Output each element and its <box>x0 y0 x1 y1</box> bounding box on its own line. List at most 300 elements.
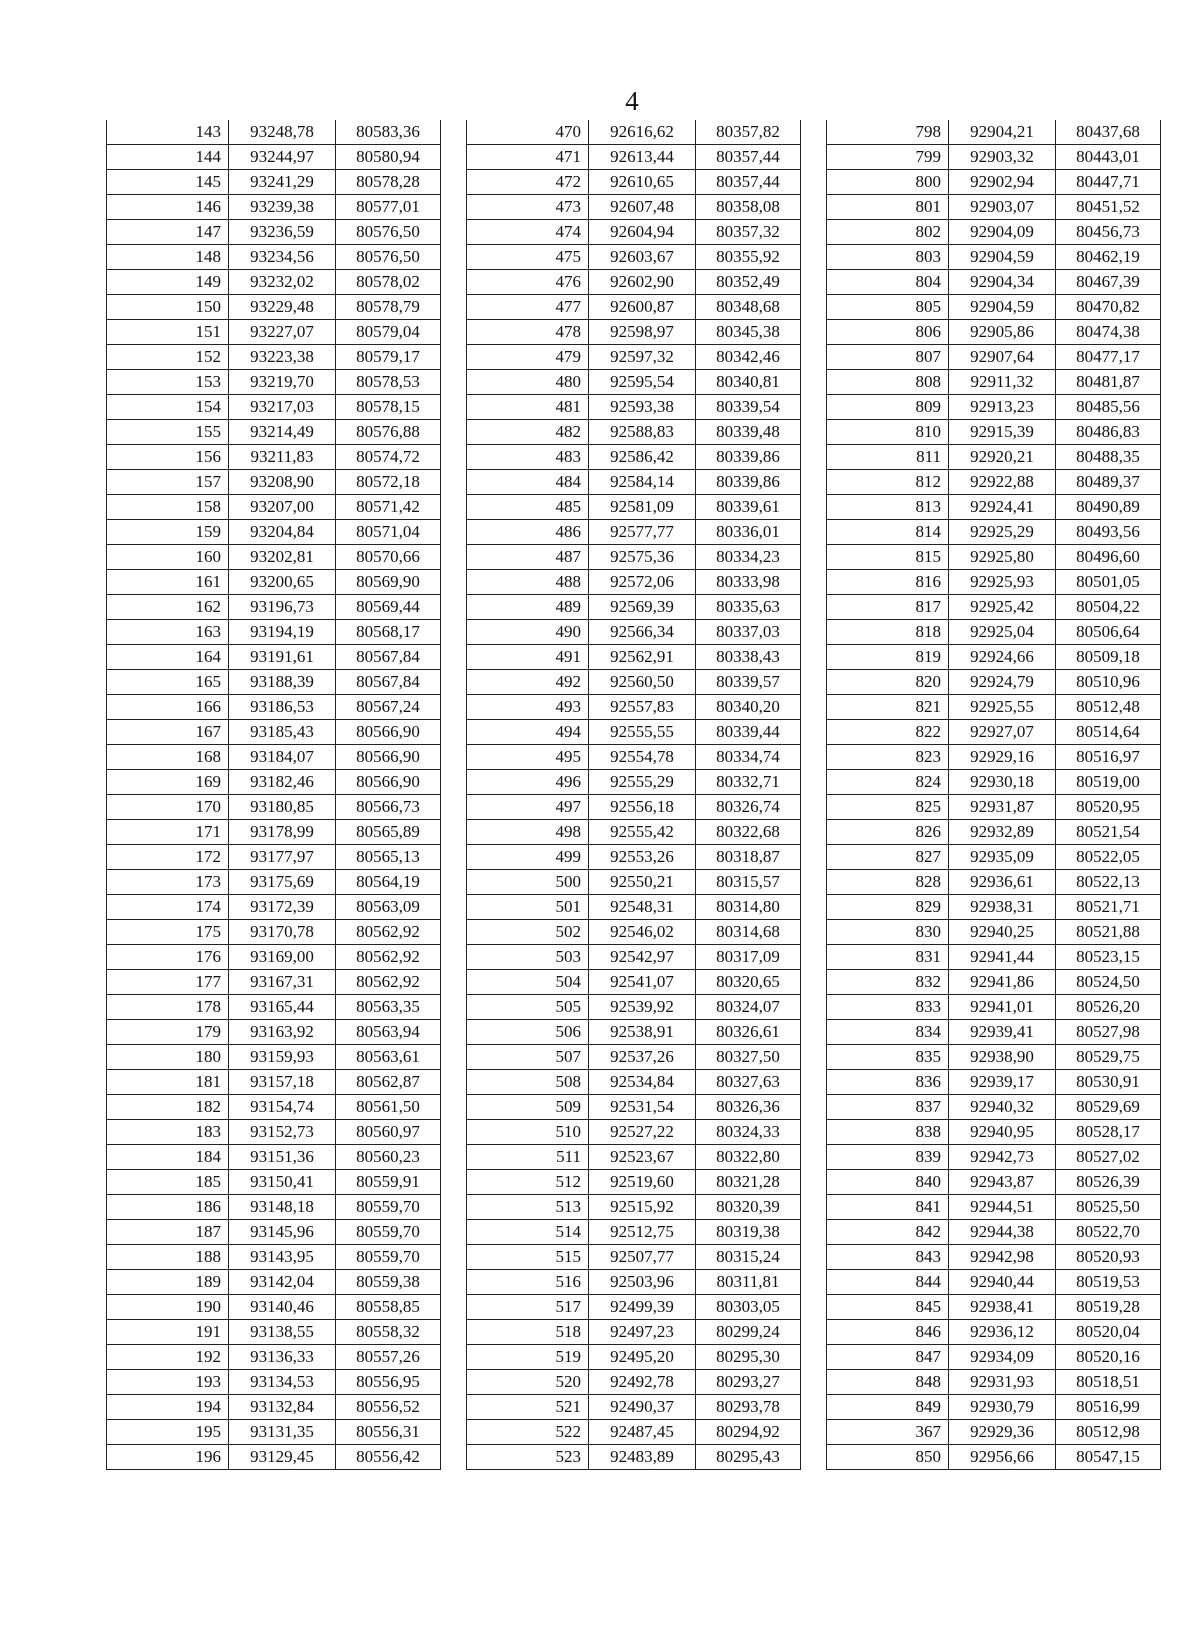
x-coordinate-cell: 92929,36 <box>949 1420 1056 1445</box>
x-coordinate-cell: 92603,67 <box>589 245 696 270</box>
point-number-cell: 162 <box>107 595 229 620</box>
point-number-cell: 490 <box>467 620 589 645</box>
x-coordinate-cell: 92907,64 <box>949 345 1056 370</box>
y-coordinate-cell: 80332,71 <box>696 770 801 795</box>
y-coordinate-cell: 80501,05 <box>1056 570 1161 595</box>
table-row <box>467 820 801 845</box>
point-number-cell: 195 <box>107 1420 229 1445</box>
table-row <box>107 1445 441 1470</box>
table-row <box>107 1020 441 1045</box>
x-coordinate-cell: 92595,54 <box>589 370 696 395</box>
point-number-cell: 831 <box>827 945 949 970</box>
x-coordinate-cell: 93142,04 <box>229 1270 336 1295</box>
y-coordinate-cell: 80572,18 <box>336 470 441 495</box>
x-coordinate-cell: 92943,87 <box>949 1170 1056 1195</box>
y-coordinate-cell: 80520,16 <box>1056 1345 1161 1370</box>
x-coordinate-cell: 93194,19 <box>229 620 336 645</box>
x-coordinate-cell: 92931,93 <box>949 1370 1056 1395</box>
point-number-cell: 842 <box>827 1220 949 1245</box>
point-number-cell: 808 <box>827 370 949 395</box>
x-coordinate-cell: 93165,44 <box>229 995 336 1020</box>
y-coordinate-cell: 80326,74 <box>696 795 801 820</box>
table-row <box>107 595 441 620</box>
y-coordinate-cell: 80528,17 <box>1056 1120 1161 1145</box>
point-number-cell: 476 <box>467 270 589 295</box>
y-coordinate-cell: 80337,03 <box>696 620 801 645</box>
x-coordinate-cell: 92557,83 <box>589 695 696 720</box>
point-number-cell: 150 <box>107 295 229 320</box>
table-row <box>827 945 1161 970</box>
table-row <box>827 1320 1161 1345</box>
y-coordinate-cell: 80574,72 <box>336 445 441 470</box>
point-number-cell: 507 <box>467 1045 589 1070</box>
point-number-cell: 481 <box>467 395 589 420</box>
point-number-cell: 809 <box>827 395 949 420</box>
table-row <box>827 670 1161 695</box>
x-coordinate-cell: 92512,75 <box>589 1220 696 1245</box>
y-coordinate-cell: 80566,90 <box>336 720 441 745</box>
y-coordinate-cell: 80578,53 <box>336 370 441 395</box>
table-row <box>107 1270 441 1295</box>
table-row <box>827 820 1161 845</box>
x-coordinate-cell: 92931,87 <box>949 795 1056 820</box>
x-coordinate-cell: 92577,77 <box>589 520 696 545</box>
x-coordinate-cell: 92600,87 <box>589 295 696 320</box>
x-coordinate-cell: 92550,21 <box>589 870 696 895</box>
point-number-cell: 178 <box>107 995 229 1020</box>
point-number-cell: 813 <box>827 495 949 520</box>
y-coordinate-cell: 80339,54 <box>696 395 801 420</box>
y-coordinate-cell: 80311,81 <box>696 1270 801 1295</box>
point-number-cell: 194 <box>107 1395 229 1420</box>
x-coordinate-cell: 92602,90 <box>589 270 696 295</box>
point-number-cell: 514 <box>467 1220 589 1245</box>
table-row <box>467 345 801 370</box>
table-row <box>827 220 1161 245</box>
y-coordinate-cell: 80326,36 <box>696 1095 801 1120</box>
table-row <box>467 495 801 520</box>
y-coordinate-cell: 80576,88 <box>336 420 441 445</box>
y-coordinate-cell: 80299,24 <box>696 1320 801 1345</box>
table-row <box>827 395 1161 420</box>
y-coordinate-cell: 80563,35 <box>336 995 441 1020</box>
point-number-cell: 182 <box>107 1095 229 1120</box>
y-coordinate-cell: 80569,90 <box>336 570 441 595</box>
y-coordinate-cell: 80490,89 <box>1056 495 1161 520</box>
point-number-cell: 487 <box>467 545 589 570</box>
y-coordinate-cell: 80335,63 <box>696 595 801 620</box>
x-coordinate-cell: 92555,42 <box>589 820 696 845</box>
point-number-cell: 168 <box>107 745 229 770</box>
x-coordinate-cell: 93177,97 <box>229 845 336 870</box>
table-row <box>827 270 1161 295</box>
table-row <box>827 170 1161 195</box>
point-number-cell: 496 <box>467 770 589 795</box>
y-coordinate-cell: 80563,09 <box>336 895 441 920</box>
y-coordinate-cell: 80580,94 <box>336 145 441 170</box>
point-number-cell: 367 <box>827 1420 949 1445</box>
y-coordinate-cell: 80437,68 <box>1056 120 1161 145</box>
y-coordinate-cell: 80578,02 <box>336 270 441 295</box>
x-coordinate-cell: 93208,90 <box>229 470 336 495</box>
x-coordinate-cell: 93236,59 <box>229 220 336 245</box>
y-coordinate-cell: 80529,75 <box>1056 1045 1161 1070</box>
x-coordinate-cell: 92538,91 <box>589 1020 696 1045</box>
table-row <box>827 1145 1161 1170</box>
table-row <box>827 1195 1161 1220</box>
y-coordinate-cell: 80578,15 <box>336 395 441 420</box>
y-coordinate-cell: 80512,98 <box>1056 1420 1161 1445</box>
table-row <box>827 1395 1161 1420</box>
point-number-cell: 175 <box>107 920 229 945</box>
y-coordinate-cell: 80485,56 <box>1056 395 1161 420</box>
point-number-cell: 844 <box>827 1270 949 1295</box>
y-coordinate-cell: 80530,91 <box>1056 1070 1161 1095</box>
point-number-cell: 155 <box>107 420 229 445</box>
x-coordinate-cell: 92940,32 <box>949 1095 1056 1120</box>
x-coordinate-cell: 93207,00 <box>229 495 336 520</box>
coordinates-table-3 <box>826 120 1161 1470</box>
x-coordinate-cell: 92941,01 <box>949 995 1056 1020</box>
y-coordinate-cell: 80568,17 <box>336 620 441 645</box>
point-number-cell: 494 <box>467 720 589 745</box>
y-coordinate-cell: 80357,44 <box>696 170 801 195</box>
point-number-cell: 172 <box>107 845 229 870</box>
point-number-cell: 192 <box>107 1345 229 1370</box>
table-row <box>467 1195 801 1220</box>
point-number-cell: 498 <box>467 820 589 845</box>
x-coordinate-cell: 93182,46 <box>229 770 336 795</box>
point-number-cell: 492 <box>467 670 589 695</box>
point-number-cell: 519 <box>467 1345 589 1370</box>
table-row <box>827 720 1161 745</box>
table-row <box>107 745 441 770</box>
point-number-cell: 488 <box>467 570 589 595</box>
y-coordinate-cell: 80293,78 <box>696 1395 801 1420</box>
y-coordinate-cell: 80559,70 <box>336 1195 441 1220</box>
x-coordinate-cell: 92932,89 <box>949 820 1056 845</box>
x-coordinate-cell: 92911,32 <box>949 370 1056 395</box>
point-number-cell: 830 <box>827 920 949 945</box>
table-row <box>107 545 441 570</box>
point-number-cell: 176 <box>107 945 229 970</box>
y-coordinate-cell: 80315,24 <box>696 1245 801 1270</box>
y-coordinate-cell: 80556,42 <box>336 1445 441 1470</box>
y-coordinate-cell: 80336,01 <box>696 520 801 545</box>
x-coordinate-cell: 93134,53 <box>229 1370 336 1395</box>
point-number-cell: 828 <box>827 870 949 895</box>
table-row <box>467 1045 801 1070</box>
x-coordinate-cell: 92534,84 <box>589 1070 696 1095</box>
table-row <box>107 370 441 395</box>
table-row <box>827 470 1161 495</box>
table-row <box>107 720 441 745</box>
table-row <box>467 1070 801 1095</box>
y-coordinate-cell: 80561,50 <box>336 1095 441 1120</box>
x-coordinate-cell: 93143,95 <box>229 1245 336 1270</box>
point-number-cell: 819 <box>827 645 949 670</box>
x-coordinate-cell: 93223,38 <box>229 345 336 370</box>
y-coordinate-cell: 80577,01 <box>336 195 441 220</box>
table-row <box>107 220 441 245</box>
table-row <box>827 420 1161 445</box>
x-coordinate-cell: 92597,32 <box>589 345 696 370</box>
table-row <box>107 1045 441 1070</box>
table-row <box>467 1395 801 1420</box>
y-coordinate-cell: 80322,68 <box>696 820 801 845</box>
point-number-cell: 847 <box>827 1345 949 1370</box>
table-row <box>827 845 1161 870</box>
table-row <box>107 420 441 445</box>
point-number-cell: 841 <box>827 1195 949 1220</box>
point-number-cell: 166 <box>107 695 229 720</box>
y-coordinate-cell: 80559,38 <box>336 1270 441 1295</box>
point-number-cell: 160 <box>107 545 229 570</box>
table-row <box>467 570 801 595</box>
point-number-cell: 171 <box>107 820 229 845</box>
y-coordinate-cell: 80559,91 <box>336 1170 441 1195</box>
table-row <box>107 170 441 195</box>
x-coordinate-cell: 93145,96 <box>229 1220 336 1245</box>
point-number-cell: 493 <box>467 695 589 720</box>
y-coordinate-cell: 80566,73 <box>336 795 441 820</box>
x-coordinate-cell: 93175,69 <box>229 870 336 895</box>
y-coordinate-cell: 80456,73 <box>1056 220 1161 245</box>
point-number-cell: 518 <box>467 1320 589 1345</box>
x-coordinate-cell: 92581,09 <box>589 495 696 520</box>
table-row <box>827 345 1161 370</box>
x-coordinate-cell: 92616,62 <box>589 120 696 145</box>
table-row <box>107 1245 441 1270</box>
point-number-cell: 829 <box>827 895 949 920</box>
y-coordinate-cell: 80583,36 <box>336 120 441 145</box>
x-coordinate-cell: 92562,91 <box>589 645 696 670</box>
y-coordinate-cell: 80520,95 <box>1056 795 1161 820</box>
table-row <box>107 695 441 720</box>
point-number-cell: 470 <box>467 120 589 145</box>
y-coordinate-cell: 80516,99 <box>1056 1395 1161 1420</box>
y-coordinate-cell: 80470,82 <box>1056 295 1161 320</box>
x-coordinate-cell: 92904,34 <box>949 270 1056 295</box>
point-number-cell: 196 <box>107 1445 229 1470</box>
point-number-cell: 817 <box>827 595 949 620</box>
y-coordinate-cell: 80567,84 <box>336 645 441 670</box>
point-number-cell: 816 <box>827 570 949 595</box>
table-row <box>467 1370 801 1395</box>
point-number-cell: 834 <box>827 1020 949 1045</box>
point-number-cell: 503 <box>467 945 589 970</box>
table-row <box>107 1370 441 1395</box>
table-row <box>827 570 1161 595</box>
point-number-cell: 833 <box>827 995 949 1020</box>
point-number-cell: 193 <box>107 1370 229 1395</box>
x-coordinate-cell: 92915,39 <box>949 420 1056 445</box>
x-coordinate-cell: 92555,29 <box>589 770 696 795</box>
y-coordinate-cell: 80295,43 <box>696 1445 801 1470</box>
table-row <box>827 1295 1161 1320</box>
x-coordinate-cell: 92925,29 <box>949 520 1056 545</box>
x-coordinate-cell: 92515,92 <box>589 1195 696 1220</box>
point-number-cell: 483 <box>467 445 589 470</box>
y-coordinate-cell: 80355,92 <box>696 245 801 270</box>
point-number-cell: 522 <box>467 1420 589 1445</box>
point-number-cell: 183 <box>107 1120 229 1145</box>
point-number-cell: 174 <box>107 895 229 920</box>
table-row <box>467 895 801 920</box>
table-row <box>827 1445 1161 1470</box>
y-coordinate-cell: 80576,50 <box>336 220 441 245</box>
table-row <box>107 1095 441 1120</box>
point-number-cell: 154 <box>107 395 229 420</box>
table-row <box>827 545 1161 570</box>
x-coordinate-cell: 92940,25 <box>949 920 1056 945</box>
table-row <box>107 1395 441 1420</box>
y-coordinate-cell: 80521,88 <box>1056 920 1161 945</box>
table-row <box>107 470 441 495</box>
x-coordinate-cell: 93151,36 <box>229 1145 336 1170</box>
point-number-cell: 840 <box>827 1170 949 1195</box>
x-coordinate-cell: 92555,55 <box>589 720 696 745</box>
x-coordinate-cell: 92942,98 <box>949 1245 1056 1270</box>
x-coordinate-cell: 92913,23 <box>949 395 1056 420</box>
y-coordinate-cell: 80339,86 <box>696 445 801 470</box>
y-coordinate-cell: 80527,98 <box>1056 1020 1161 1045</box>
x-coordinate-cell: 92904,09 <box>949 220 1056 245</box>
x-coordinate-cell: 92553,26 <box>589 845 696 870</box>
table-row <box>827 1270 1161 1295</box>
y-coordinate-cell: 80560,23 <box>336 1145 441 1170</box>
x-coordinate-cell: 93214,49 <box>229 420 336 445</box>
table-row <box>107 570 441 595</box>
y-coordinate-cell: 80522,13 <box>1056 870 1161 895</box>
point-number-cell: 144 <box>107 145 229 170</box>
y-coordinate-cell: 80570,66 <box>336 545 441 570</box>
x-coordinate-cell: 92941,86 <box>949 970 1056 995</box>
y-coordinate-cell: 80489,37 <box>1056 470 1161 495</box>
table-row <box>827 370 1161 395</box>
point-number-cell: 187 <box>107 1220 229 1245</box>
x-coordinate-cell: 93131,35 <box>229 1420 336 1445</box>
y-coordinate-cell: 80357,44 <box>696 145 801 170</box>
table-row <box>467 845 801 870</box>
y-coordinate-cell: 80529,69 <box>1056 1095 1161 1120</box>
table-row <box>467 620 801 645</box>
table-row <box>827 995 1161 1020</box>
point-number-cell: 491 <box>467 645 589 670</box>
y-coordinate-cell: 80519,00 <box>1056 770 1161 795</box>
y-coordinate-cell: 80569,44 <box>336 595 441 620</box>
point-number-cell: 190 <box>107 1295 229 1320</box>
point-number-cell: 181 <box>107 1070 229 1095</box>
x-coordinate-cell: 92593,38 <box>589 395 696 420</box>
x-coordinate-cell: 92929,16 <box>949 745 1056 770</box>
y-coordinate-cell: 80451,52 <box>1056 195 1161 220</box>
y-coordinate-cell: 80556,52 <box>336 1395 441 1420</box>
point-number-cell: 486 <box>467 520 589 545</box>
x-coordinate-cell: 93129,45 <box>229 1445 336 1470</box>
table-row <box>827 1170 1161 1195</box>
table-row <box>467 920 801 945</box>
point-number-cell: 812 <box>827 470 949 495</box>
point-number-cell: 799 <box>827 145 949 170</box>
x-coordinate-cell: 93217,03 <box>229 395 336 420</box>
point-number-cell: 501 <box>467 895 589 920</box>
table-row <box>827 645 1161 670</box>
table-row <box>467 795 801 820</box>
y-coordinate-cell: 80339,57 <box>696 670 801 695</box>
x-coordinate-cell: 92935,09 <box>949 845 1056 870</box>
table-row <box>827 1095 1161 1120</box>
table-row <box>107 120 441 145</box>
y-coordinate-cell: 80563,61 <box>336 1045 441 1070</box>
table-row <box>107 645 441 670</box>
y-coordinate-cell: 80318,87 <box>696 845 801 870</box>
y-coordinate-cell: 80527,02 <box>1056 1145 1161 1170</box>
table-row <box>827 1070 1161 1095</box>
y-coordinate-cell: 80520,04 <box>1056 1320 1161 1345</box>
x-coordinate-cell: 92523,67 <box>589 1145 696 1170</box>
x-coordinate-cell: 92531,54 <box>589 1095 696 1120</box>
table-row <box>107 295 441 320</box>
table-row <box>827 620 1161 645</box>
point-number-cell: 837 <box>827 1095 949 1120</box>
table-row <box>107 1345 441 1370</box>
x-coordinate-cell: 92584,14 <box>589 470 696 495</box>
y-coordinate-cell: 80321,28 <box>696 1170 801 1195</box>
point-number-cell: 479 <box>467 345 589 370</box>
point-number-cell: 489 <box>467 595 589 620</box>
x-coordinate-cell: 92924,66 <box>949 645 1056 670</box>
point-number-cell: 811 <box>827 445 949 470</box>
point-number-cell: 815 <box>827 545 949 570</box>
point-number-cell: 167 <box>107 720 229 745</box>
point-number-cell: 849 <box>827 1395 949 1420</box>
y-coordinate-cell: 80509,18 <box>1056 645 1161 670</box>
table-row <box>467 520 801 545</box>
table-row <box>827 295 1161 320</box>
point-number-cell: 510 <box>467 1120 589 1145</box>
table-row <box>467 145 801 170</box>
x-coordinate-cell: 93159,93 <box>229 1045 336 1070</box>
y-coordinate-cell: 80496,60 <box>1056 545 1161 570</box>
y-coordinate-cell: 80558,85 <box>336 1295 441 1320</box>
point-number-cell: 821 <box>827 695 949 720</box>
table-row <box>467 1020 801 1045</box>
y-coordinate-cell: 80358,08 <box>696 195 801 220</box>
table-row <box>827 1120 1161 1145</box>
point-number-cell: 482 <box>467 420 589 445</box>
table-row <box>827 1345 1161 1370</box>
y-coordinate-cell: 80518,51 <box>1056 1370 1161 1395</box>
x-coordinate-cell: 93196,73 <box>229 595 336 620</box>
x-coordinate-cell: 92554,78 <box>589 745 696 770</box>
y-coordinate-cell: 80523,15 <box>1056 945 1161 970</box>
point-number-cell: 477 <box>467 295 589 320</box>
table-row <box>827 920 1161 945</box>
y-coordinate-cell: 80565,89 <box>336 820 441 845</box>
y-coordinate-cell: 80334,23 <box>696 545 801 570</box>
x-coordinate-cell: 93184,07 <box>229 745 336 770</box>
x-coordinate-cell: 92940,44 <box>949 1270 1056 1295</box>
y-coordinate-cell: 80327,50 <box>696 1045 801 1070</box>
y-coordinate-cell: 80467,39 <box>1056 270 1161 295</box>
point-number-cell: 798 <box>827 120 949 145</box>
table-row <box>107 395 441 420</box>
x-coordinate-cell: 92903,32 <box>949 145 1056 170</box>
table-row <box>107 945 441 970</box>
point-number-cell: 827 <box>827 845 949 870</box>
y-coordinate-cell: 80320,65 <box>696 970 801 995</box>
